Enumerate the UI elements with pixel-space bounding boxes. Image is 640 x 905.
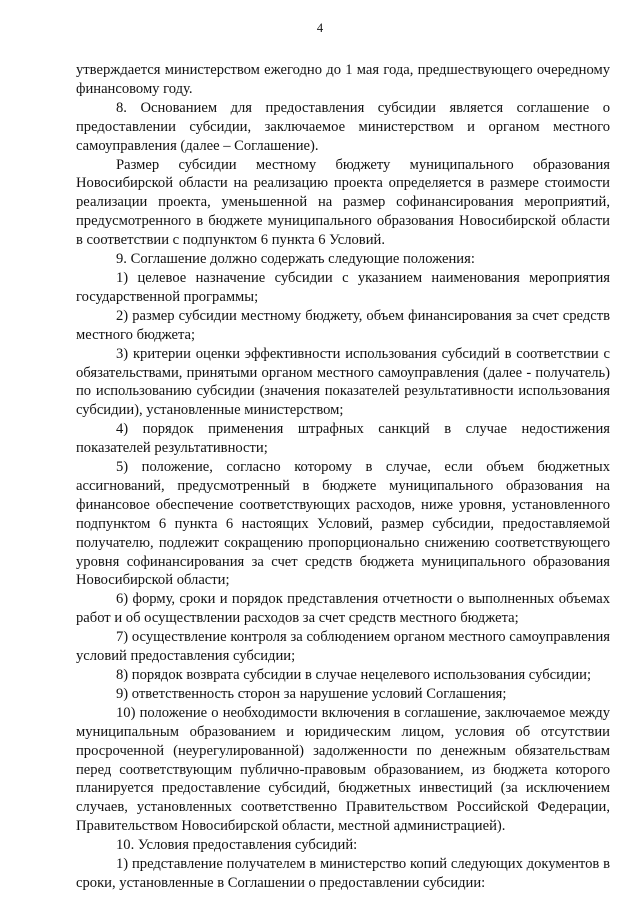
paragraph-4: 9. Соглашение должно содержать следующие положения: <box>116 251 475 268</box>
paragraph-16: 1) представление получателем в министерство копий следующих документов в сроки, установленные в Соглашении о предоставлении субсидии: <box>76 856 610 891</box>
paragraph-13: 9) ответственность сторон за нарушение условий Соглашения; <box>116 685 507 702</box>
paragraph-5: 1) целевое назначение субсидии с указанием наименования мероприятия государственной программы; <box>76 269 610 305</box>
page-number: 4 <box>316 21 324 35</box>
document-body <box>76 61 610 893</box>
paragraph-6: 2) размер субсидии местному бюджету, объем финансирования за счет средств местного бюджета; <box>76 307 610 343</box>
paragraph-1: утверждается министерством ежегодно до 1 мая года, предшествующего очередному финансовому году. <box>76 62 610 97</box>
paragraph-2: 8. Основанием для предоставления субсидии является соглашение о предоставлении субсидии, заключаемое министерством и органом местного самоуправления (далее – Соглашение). <box>76 99 610 154</box>
paragraph-10: 6) форму, сроки и порядок представления отчетности о выполненных объемах работ и об осуществлении расходов за счет средств местного бюджета; <box>76 591 610 627</box>
paragraph-9: 5) положение, согласно которому в случае, если объем бюджетных ассигнований, предусмотренный в бюджете муниципального образования на финансовое обеспечение соответствующих расходов, ниже уровня, установленного подпунктом 6 пункта 6 настоящих Условий, размер субсидии, предоставляемой получателю, подлежит сокращению пропорционально снижению соответствующего уровня софинансирования за счет средств бюджета муниципального образования Новосибирской области; <box>76 459 610 589</box>
paragraph-3: Размер субсидии местному бюджету муниципального образования Новосибирской области на реализацию проекта определяется в размере стоимости реализации проекта, уменьшенной на размер софинансирования мероприятий, предусмотренного в бюджете муниципального образования Новосибирской области в соответствии с подпунктом 6 пункта 6 Условий. <box>76 156 610 249</box>
paragraph-14: 10) положение о необходимости включения в соглашение, заключаемое между муниципальным образованием и юридическим лицом, условия об отсутствии просроченной (неурегулированной) задолженности по денежным обязательствам перед соответствующим публично-правовым образованием, из бюджета которого планируется предоставление субсидий, бюджетных инвестиций (за исключением случаев, установленных соответственно Правительством Российской Федерации, Правительством Новосибирской области, местной администрацией). <box>76 704 610 835</box>
paragraph-11: 7) осуществление контроля за соблюдением органом местного самоуправления условий предоставления субсидии; <box>76 629 610 665</box>
paragraph-15: 10. Условия предоставления субсидий: <box>116 837 358 854</box>
paragraph-12: 8) порядок возврата субсидии в случае нецелевого использования субсидии; <box>116 667 592 683</box>
paragraph-8: 4) порядок применения штрафных санкций в случае недостижения показателей результативности; <box>76 421 610 457</box>
paragraph-7: 3) критерии оценки эффективности использования субсидий в соответствии с обязательствами, принятыми органом местного самоуправления (далее - получатель) по использованию субсидии (значения показателей результативности использования субсидии), установленные министерством; <box>76 345 610 419</box>
